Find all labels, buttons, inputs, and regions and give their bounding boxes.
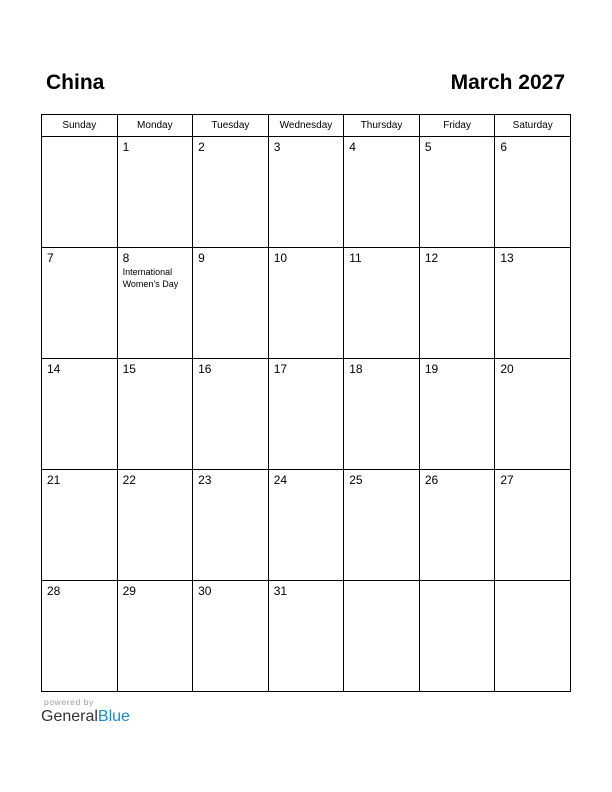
day-number: 29 xyxy=(122,584,136,598)
day-cell xyxy=(193,470,269,581)
day-cell xyxy=(344,470,420,581)
weekday-header: Sunday xyxy=(42,115,118,137)
day-cell xyxy=(419,581,495,692)
day-number: 16 xyxy=(198,362,212,376)
day-cell xyxy=(419,359,495,470)
week-row xyxy=(42,581,571,692)
day-number: 13 xyxy=(500,251,514,265)
day-cell xyxy=(495,248,571,359)
day-cell xyxy=(193,581,269,692)
day-number: 4 xyxy=(349,140,356,154)
day-number: 1 xyxy=(122,140,130,154)
day-number: 9 xyxy=(198,251,205,265)
day-cell xyxy=(42,248,118,359)
day-number: 22 xyxy=(122,473,136,487)
week-row xyxy=(42,470,571,581)
day-cell xyxy=(268,248,344,359)
day-cell xyxy=(42,137,118,248)
day-cell xyxy=(268,359,344,470)
month-title: March 2027 xyxy=(450,71,565,94)
day-number: 19 xyxy=(424,362,439,376)
weekday-header: Thursday xyxy=(344,115,420,137)
day-number: 2 xyxy=(198,140,205,154)
weekday-header: Saturday xyxy=(495,115,571,137)
footer-branding xyxy=(41,697,130,726)
holiday-label: International Women’s Day xyxy=(122,267,179,289)
day-number: 7 xyxy=(47,251,54,265)
week-row xyxy=(42,248,571,359)
day-cell xyxy=(117,248,193,359)
day-cell xyxy=(42,581,118,692)
day-number xyxy=(344,581,419,584)
day-cell xyxy=(495,359,571,470)
day-number xyxy=(495,581,570,584)
day-number xyxy=(42,137,117,140)
day-number: 8 xyxy=(122,251,130,265)
weekday-header-row xyxy=(42,115,571,137)
day-cell xyxy=(268,137,344,248)
day-cell xyxy=(117,581,193,692)
day-cell xyxy=(344,581,420,692)
day-cell xyxy=(419,137,495,248)
day-number: 25 xyxy=(349,473,363,487)
brand-logo[interactable] xyxy=(41,708,130,726)
day-number: 24 xyxy=(273,473,288,487)
week-row xyxy=(42,137,571,248)
day-cell xyxy=(42,359,118,470)
day-cell xyxy=(344,137,420,248)
day-cell xyxy=(117,137,193,248)
day-number: 31 xyxy=(273,584,288,598)
day-cell xyxy=(344,359,420,470)
day-cell xyxy=(117,470,193,581)
day-number: 11 xyxy=(349,251,362,265)
day-number: 27 xyxy=(500,473,514,487)
day-number: 5 xyxy=(424,140,432,154)
day-number: 30 xyxy=(198,584,212,598)
brand-blue: Blue xyxy=(97,708,130,725)
day-number: 28 xyxy=(47,584,61,598)
day-number: 26 xyxy=(424,473,439,487)
day-number: 23 xyxy=(198,473,212,487)
day-number: 21 xyxy=(47,473,61,487)
powered-by-text: powered by xyxy=(44,697,94,707)
day-cell xyxy=(193,359,269,470)
day-cell xyxy=(419,470,495,581)
day-number: 14 xyxy=(47,362,61,376)
day-number xyxy=(420,581,495,584)
day-cell xyxy=(268,581,344,692)
day-number: 15 xyxy=(122,362,136,376)
brand-general: General xyxy=(41,708,98,725)
country-title: China xyxy=(46,71,105,94)
day-number: 18 xyxy=(349,362,363,376)
day-cell xyxy=(419,248,495,359)
day-cell xyxy=(193,248,269,359)
weekday-header: Monday xyxy=(117,115,193,137)
calendar-grid xyxy=(41,114,571,692)
weekday-header: Wednesday xyxy=(268,115,344,137)
day-number: 6 xyxy=(500,140,508,154)
day-cell xyxy=(344,248,420,359)
day-cell xyxy=(495,470,571,581)
day-cell xyxy=(495,581,571,692)
day-number: 17 xyxy=(273,362,288,376)
week-row xyxy=(42,359,571,470)
day-number: 12 xyxy=(424,251,439,265)
day-number: 3 xyxy=(273,140,281,154)
day-cell xyxy=(42,470,118,581)
day-number: 10 xyxy=(273,251,288,265)
day-cell xyxy=(117,359,193,470)
weekday-header: Tuesday xyxy=(193,115,269,137)
day-cell xyxy=(268,470,344,581)
day-cell xyxy=(495,137,571,248)
weekday-header: Friday xyxy=(419,115,495,137)
day-cell xyxy=(193,137,269,248)
day-number: 20 xyxy=(500,362,514,376)
